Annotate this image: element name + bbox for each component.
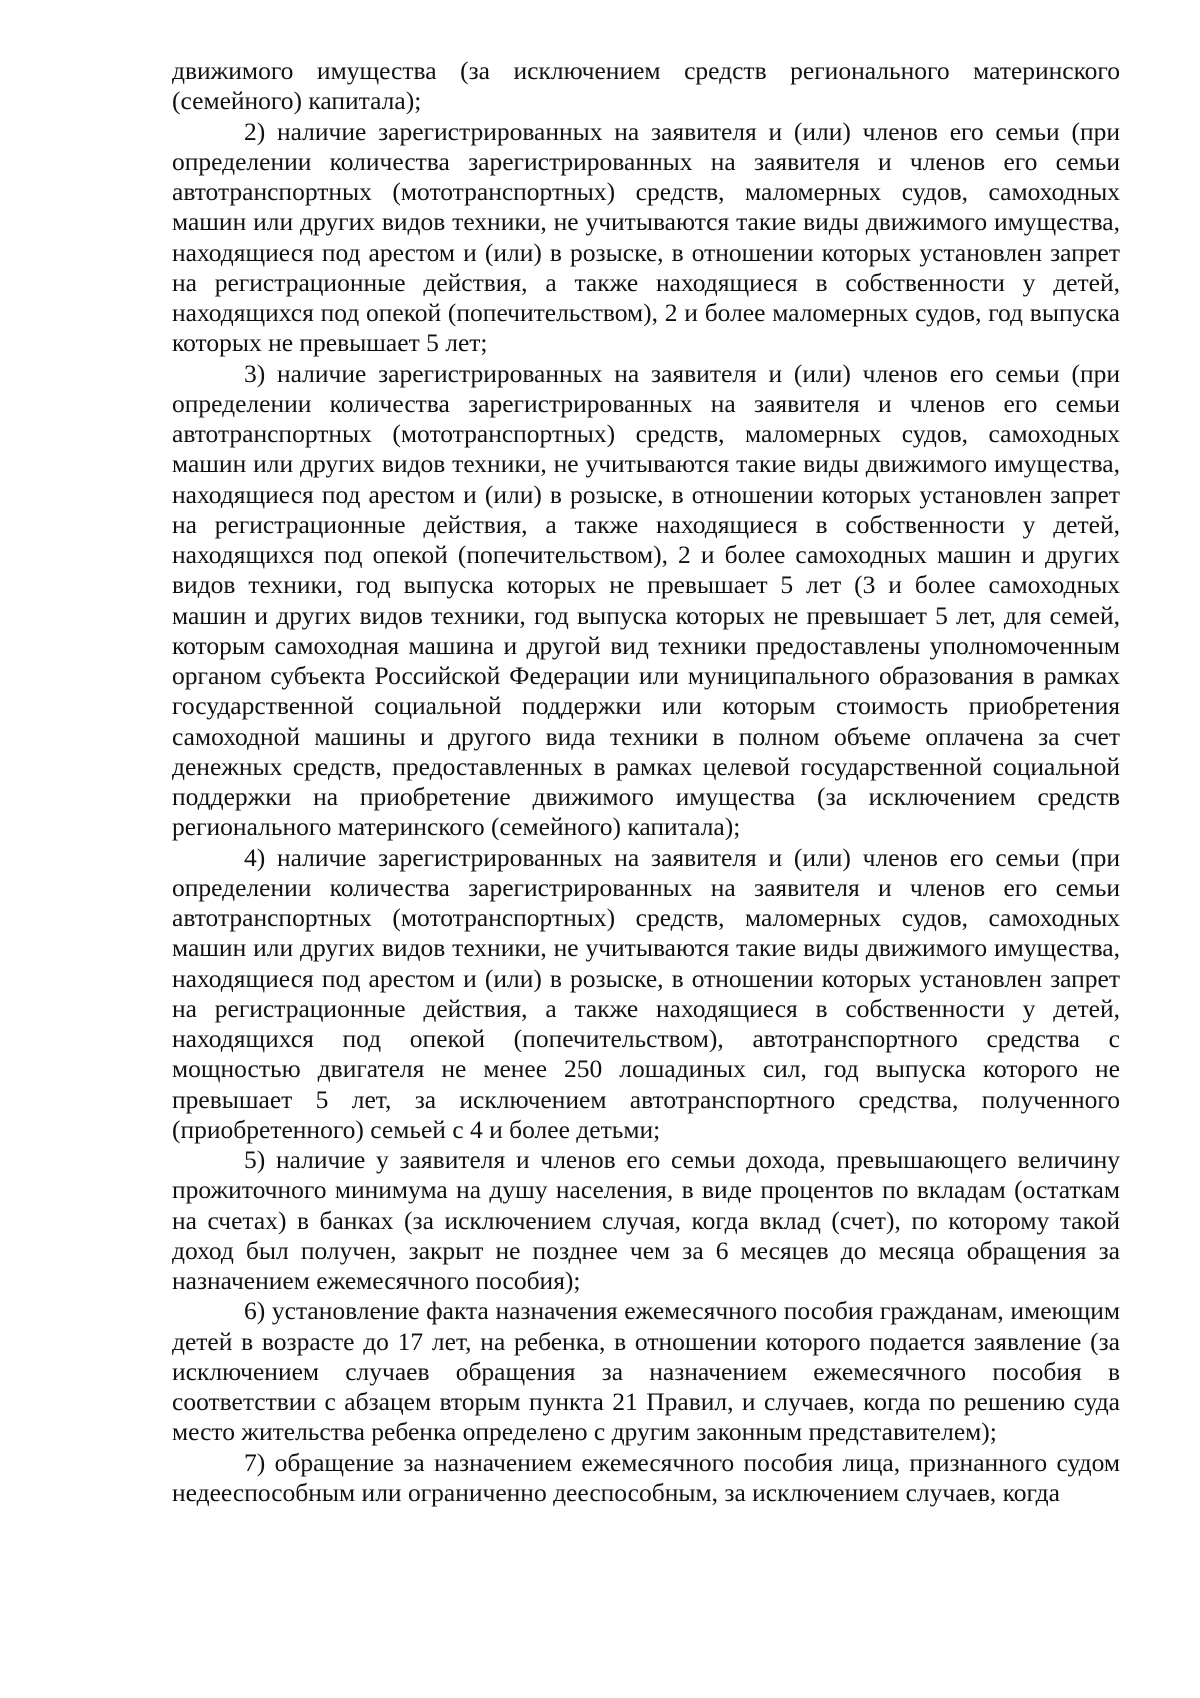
document-page [172,56,1120,1508]
paragraph-item-4: 4) наличие зарегистрированных на заявителя и (или) членов его семьи (при определении количества зарегистрированных на заявителя и членов его семьи автотранспортных (мототранспортных) средств, маломерных судов, самоходных машин или других видов техники, не учитываются такие виды движимого имущества, находящиеся под арестом и (или) в розыске, в отношении которых установлен запрет на регистрационные действия, а также находящиеся в собственности у детей, находящихся под опекой (попечительством), автотранспортного средства с мощностью двигателя не менее 250 лошадиных сил, год выпуска которого не превышает 5 лет, за исключением автотранспортного средства, полученного (приобретенного) семьей с 4 и более детьми; [172,842,1120,1144]
paragraph-item-5: 5) наличие у заявителя и членов его семьи дохода, превышающего величину прожиточного минимума на душу населения, в виде процентов по вкладам (остаткам на счетах) в банках (за исключением случая, когда вклад (счет), по которому такой доход был получен, закрыт не позднее чем за 6 месяцев до месяца обращения за назначением ежемесячного пособия); [172,1145,1120,1295]
paragraph-item-2: 2) наличие зарегистрированных на заявителя и (или) членов его семьи (при определении количества зарегистрированных на заявителя и членов его семьи автотранспортных (мототранспортных) средств, маломерных судов, самоходных машин или других видов техники, не учитываются такие виды движимого имущества, находящиеся под арестом и (или) в розыске, в отношении которых установлен запрет на регистрационные действия, а также находящиеся в собственности у детей, находящихся под опекой (попечительством), 2 и более маломерных судов, год выпуска которых не превышает 5 лет; [172,116,1120,358]
paragraph-continuation: движимого имущества (за исключением средств регионального материнского (семейного) капитала); [172,56,1120,116]
paragraph-item-6: 6) установление факта назначения ежемесячного пособия гражданам, имеющим детей в возрасте до 17 лет, на ребенка, в отношении которого подается заявление (за исключением случаев обращения за назначением ежемесячного пособия в соответствии с абзацем вторым пункта 21 Правил, и случаев, когда по решению суда место жительства ребенка определено с другим законным представителем); [172,1296,1120,1447]
paragraph-item-7: 7) обращение за назначением ежемесячного пособия лица, признанного судом недееспособным или ограниченно дееспособным, за исключением случаев, когда [172,1447,1120,1507]
paragraph-item-3: 3) наличие зарегистрированных на заявителя и (или) членов его семьи (при определении количества зарегистрированных на заявителя и членов его семьи автотранспортных (мототранспортных) средств, маломерных судов, самоходных машин или других видов техники, не учитываются такие виды движимого имущества, находящиеся под арестом и (или) в розыске, в отношении которых установлен запрет на регистрационные действия, а также находящиеся в собственности у детей, находящихся под опекой (попечительством), 2 и более самоходных машин и других видов техники, год выпуска которых не превышает 5 лет (3 и более самоходных машин и других видов техники, год выпуска которых не превышает 5 лет, для семей, которым самоходная машина и другой вид техники предоставлены уполномоченным органом субъекта Российской Федерации или муниципального образования в рамках государственной социальной поддержки или которым стоимость приобретения самоходной машины и другого вида техники в полном объеме оплачена за счет денежных средств, предоставленных в рамках целевой государственной социальной поддержки на приобретение движимого имущества (за исключением средств регионального материнского (семейного) капитала); [172,358,1120,842]
